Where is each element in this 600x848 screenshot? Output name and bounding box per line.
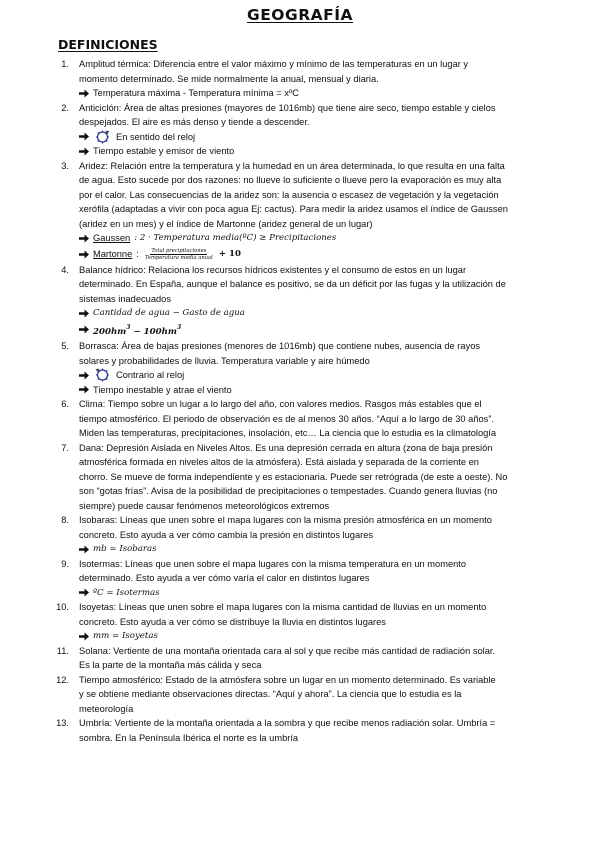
balance-formula: Cantidad de agua − Gasto de agua: [93, 308, 245, 318]
item-number: 4.: [61, 264, 69, 275]
item-number: 13.: [56, 718, 69, 728]
item-number: 6.: [61, 399, 69, 409]
item-line: Borrasca: Área de bajas presiones (menores de 1016mb) que contiene nubes, ausencia de rayos: [79, 341, 481, 351]
item-line: y se obtiene mediante observaciones directas. “Aquí y ahora”. La ciencia que lo estudia es la: [79, 689, 462, 699]
list-item: [47, 716, 527, 745]
item-line: chorro. Se mueve de forma independiente y es estacionaria. Puede ser retrógrada (de este a oeste). No: [79, 471, 508, 482]
item-line: solares y probabilidades de lluvia. Temperatura variable y aire húmedo: [79, 355, 370, 366]
sub-point: [79, 586, 527, 601]
item-number: 1.: [61, 59, 69, 69]
martonne-fraction: [145, 248, 213, 261]
list-item: [47, 159, 527, 263]
item-line: Es la parte de la montaña más cálida y seca: [79, 660, 262, 670]
sub-point: [79, 130, 527, 145]
item-number: 9.: [61, 558, 69, 569]
section-heading: DEFINICIONES: [58, 37, 158, 52]
item-line: sombra. En la Península Ibérica el norte es la umbría: [79, 732, 299, 743]
item-number: 5.: [61, 341, 69, 351]
item-line: xerófila (adaptadas a vivir con poca agua Ej: cactus). Para medir la aridez usamos el índice de Gaussen: [79, 204, 508, 214]
list-item: [47, 557, 527, 601]
counterclockwise-rotation-icon: [93, 368, 112, 382]
list-item: [47, 441, 527, 514]
value-b: − 100hm: [130, 326, 177, 337]
arrow-icon: [79, 385, 89, 394]
list-item: [47, 57, 527, 101]
item-number: 8.: [61, 515, 69, 525]
item-line: Dana: Depresión Aislada en Niveles Altos. Es una depresión cerrada en altura (zona de baja presión: [79, 442, 493, 453]
sub-text: Tiempo inestable y atrae el viento: [93, 384, 232, 395]
item-line: Umbría: Vertiente de la montaña orientada a la sombra y que recibe menos radiación solar. Umbría =: [79, 718, 496, 728]
arrow-icon: [79, 89, 89, 98]
isobaras-formula: mb = Isobaras: [93, 544, 157, 554]
arrow-icon: [79, 545, 89, 554]
sub-point: [79, 321, 527, 340]
sub-point: [79, 383, 527, 398]
exponent: 3: [176, 323, 182, 331]
exponent: 3: [126, 323, 131, 331]
isotermas-formula: ºC = Isotermas: [93, 587, 160, 598]
item-number: 11.: [56, 645, 69, 656]
item-line: despejados. El aire es más denso y tiende a descender.: [79, 117, 310, 127]
clockwise-rotation-icon: [93, 130, 112, 144]
item-line: Isoyetas: Líneas que unen sobre el mapa lugares con la misma cantidad de lluvias en un momento: [79, 602, 487, 612]
item-number: 3.: [61, 160, 69, 171]
page-title: GEOGRAFÍA: [247, 6, 353, 24]
item-number: 10.: [56, 602, 69, 612]
sub-point: [79, 368, 527, 383]
gaussen-label: Gaussen: [93, 233, 131, 243]
item-line: por el calor. Las consecuencias de la aridez son: la ausencia o escasez de vegetación y la vegetación: [79, 189, 499, 200]
gaussen-formula: : 2 · Temperatura media(ºC) ≥ Precipitaciones: [134, 233, 337, 243]
item-line: Clima: Tiempo sobre un lugar a lo largo del año, con valores medios. Rasgos más estables que el: [79, 399, 482, 409]
item-line: momento determinado. Se mide normalmente la anual, mensual y diaria.: [79, 73, 379, 84]
arrow-icon: [79, 371, 89, 380]
arrow-icon: [79, 632, 89, 641]
list-item: [47, 397, 527, 441]
martonne-tail: + 10: [218, 248, 241, 259]
item-line: Aridez: Relación entre la temperatura y la humedad en un área determinada, lo que resulta en una falta: [79, 160, 505, 171]
sub-point: [79, 542, 527, 557]
list-item: [47, 644, 527, 673]
arrow-icon: [79, 234, 89, 243]
sub-text: Temperatura máxima - Temperatura mínima = xºC: [93, 88, 300, 98]
item-line: Tiempo atmosférico: Estado de la atmósfera sobre un lugar en un momento determinado. Es variable: [79, 674, 496, 685]
item-line: meteorología: [79, 703, 134, 714]
sub-point: [79, 629, 527, 644]
item-line: Isotermas: Líneas que unen sobre el mapa lugares con la misma temperatura en un momento: [79, 558, 467, 569]
value-a: 200hm: [93, 326, 127, 337]
item-line: tiempo atmosférico. El periodo de observación es de al menos 30 años. “Aquí a lo largo de 30 años”.: [79, 413, 494, 424]
item-line: de agua. Esto sucede por dos razones: no llueve lo suficiente o llueve pero la evaporación es muy alta: [79, 175, 502, 185]
arrow-icon: [79, 588, 89, 597]
list-item: [47, 263, 527, 340]
item-line: Miden las temperaturas, precipitaciones, insolación, etc… La ciencia que lo estudia es la climatología: [79, 428, 497, 438]
list-item: [47, 339, 527, 397]
item-line: determinado. En España, aunque el balance es positivo, se da un déficit por las fugas y la utilización de: [79, 279, 506, 289]
item-line: Amplitud térmica: Diferencia entre el valor máximo y mínimo de las temperaturas en un lugar y: [79, 59, 469, 69]
sub-point: [79, 144, 527, 159]
sub-text: Contrario al reloj: [116, 370, 185, 380]
sub-point: [79, 86, 527, 101]
list-item: [47, 673, 527, 717]
item-line: Solana: Vertiente de una montaña orientada cara al sol y que recibe más cantidad de radiación solar.: [79, 645, 496, 656]
item-line: siempre) puede causar fenómenos meteorológicos extremos: [79, 500, 330, 511]
balance-values: [93, 321, 181, 340]
item-line: Balance hídrico: Relaciona los recursos hídricos existentes y el consumo de estos en un lugar: [79, 264, 467, 275]
item-line: determinado. Esto ayuda a ver cómo varía el calor en distintos lugares: [79, 573, 370, 583]
item-line: son “gotas frías”. Avisa de la posibilidad de precipitaciones o tempestades. Cuando genera lluvias (no: [79, 486, 498, 496]
arrow-icon: [79, 250, 89, 259]
isoyetas-formula: mm = Isoyetas: [93, 631, 158, 641]
arrow-icon: [79, 147, 89, 156]
item-number: 12.: [56, 674, 69, 685]
item-line: Anticiclón: Área de altas presiones (mayores de 1016mb) que tiene aire seco, tiempo estable y cielos: [79, 102, 496, 113]
arrow-icon: [79, 309, 89, 318]
item-line: Isobaras: Líneas que unen sobre el mapa lugares con la misma presión atmosférica en un momento: [79, 515, 492, 525]
definitions-list: [47, 57, 527, 745]
sub-text: Tiempo estable y emisor de viento: [93, 146, 235, 156]
list-item: [47, 513, 527, 557]
sub-point: [79, 306, 527, 321]
list-item: [47, 600, 527, 644]
martonne-label: Martonne: [93, 248, 133, 259]
list-item: [47, 101, 527, 159]
sub-point: [79, 231, 527, 246]
item-line: atmosférica formada en niveles altos de la atmósfera). Está aislada y separada de la corriente en: [79, 457, 479, 467]
item-line: concreto. Esto ayuda a ver cómo se distribuye la lluvia en distintos lugares: [79, 616, 386, 627]
item-number: 7.: [61, 442, 69, 453]
item-number: 2.: [61, 102, 69, 113]
item-line: (aridez en un mes) y el índice de Martonne (aridez general de un lugar): [79, 218, 373, 229]
fraction-denominator: Temperatura media anual: [144, 254, 213, 261]
arrow-icon: [79, 325, 89, 334]
sub-point: Martonne : $\frac{\text{Total precipitaciones}}{\text{Temperatura media anual}}$ + 10: [79, 246, 527, 263]
arrow-icon: [79, 132, 89, 141]
item-line: sistemas inadecuados: [79, 293, 171, 304]
item-line: concreto. Esto ayuda a ver cómo cambia la presión en distintos lugares: [79, 529, 374, 540]
fraction-numerator: Total precipitaciones: [151, 247, 207, 254]
sub-text: En sentido del reloj: [116, 131, 196, 142]
